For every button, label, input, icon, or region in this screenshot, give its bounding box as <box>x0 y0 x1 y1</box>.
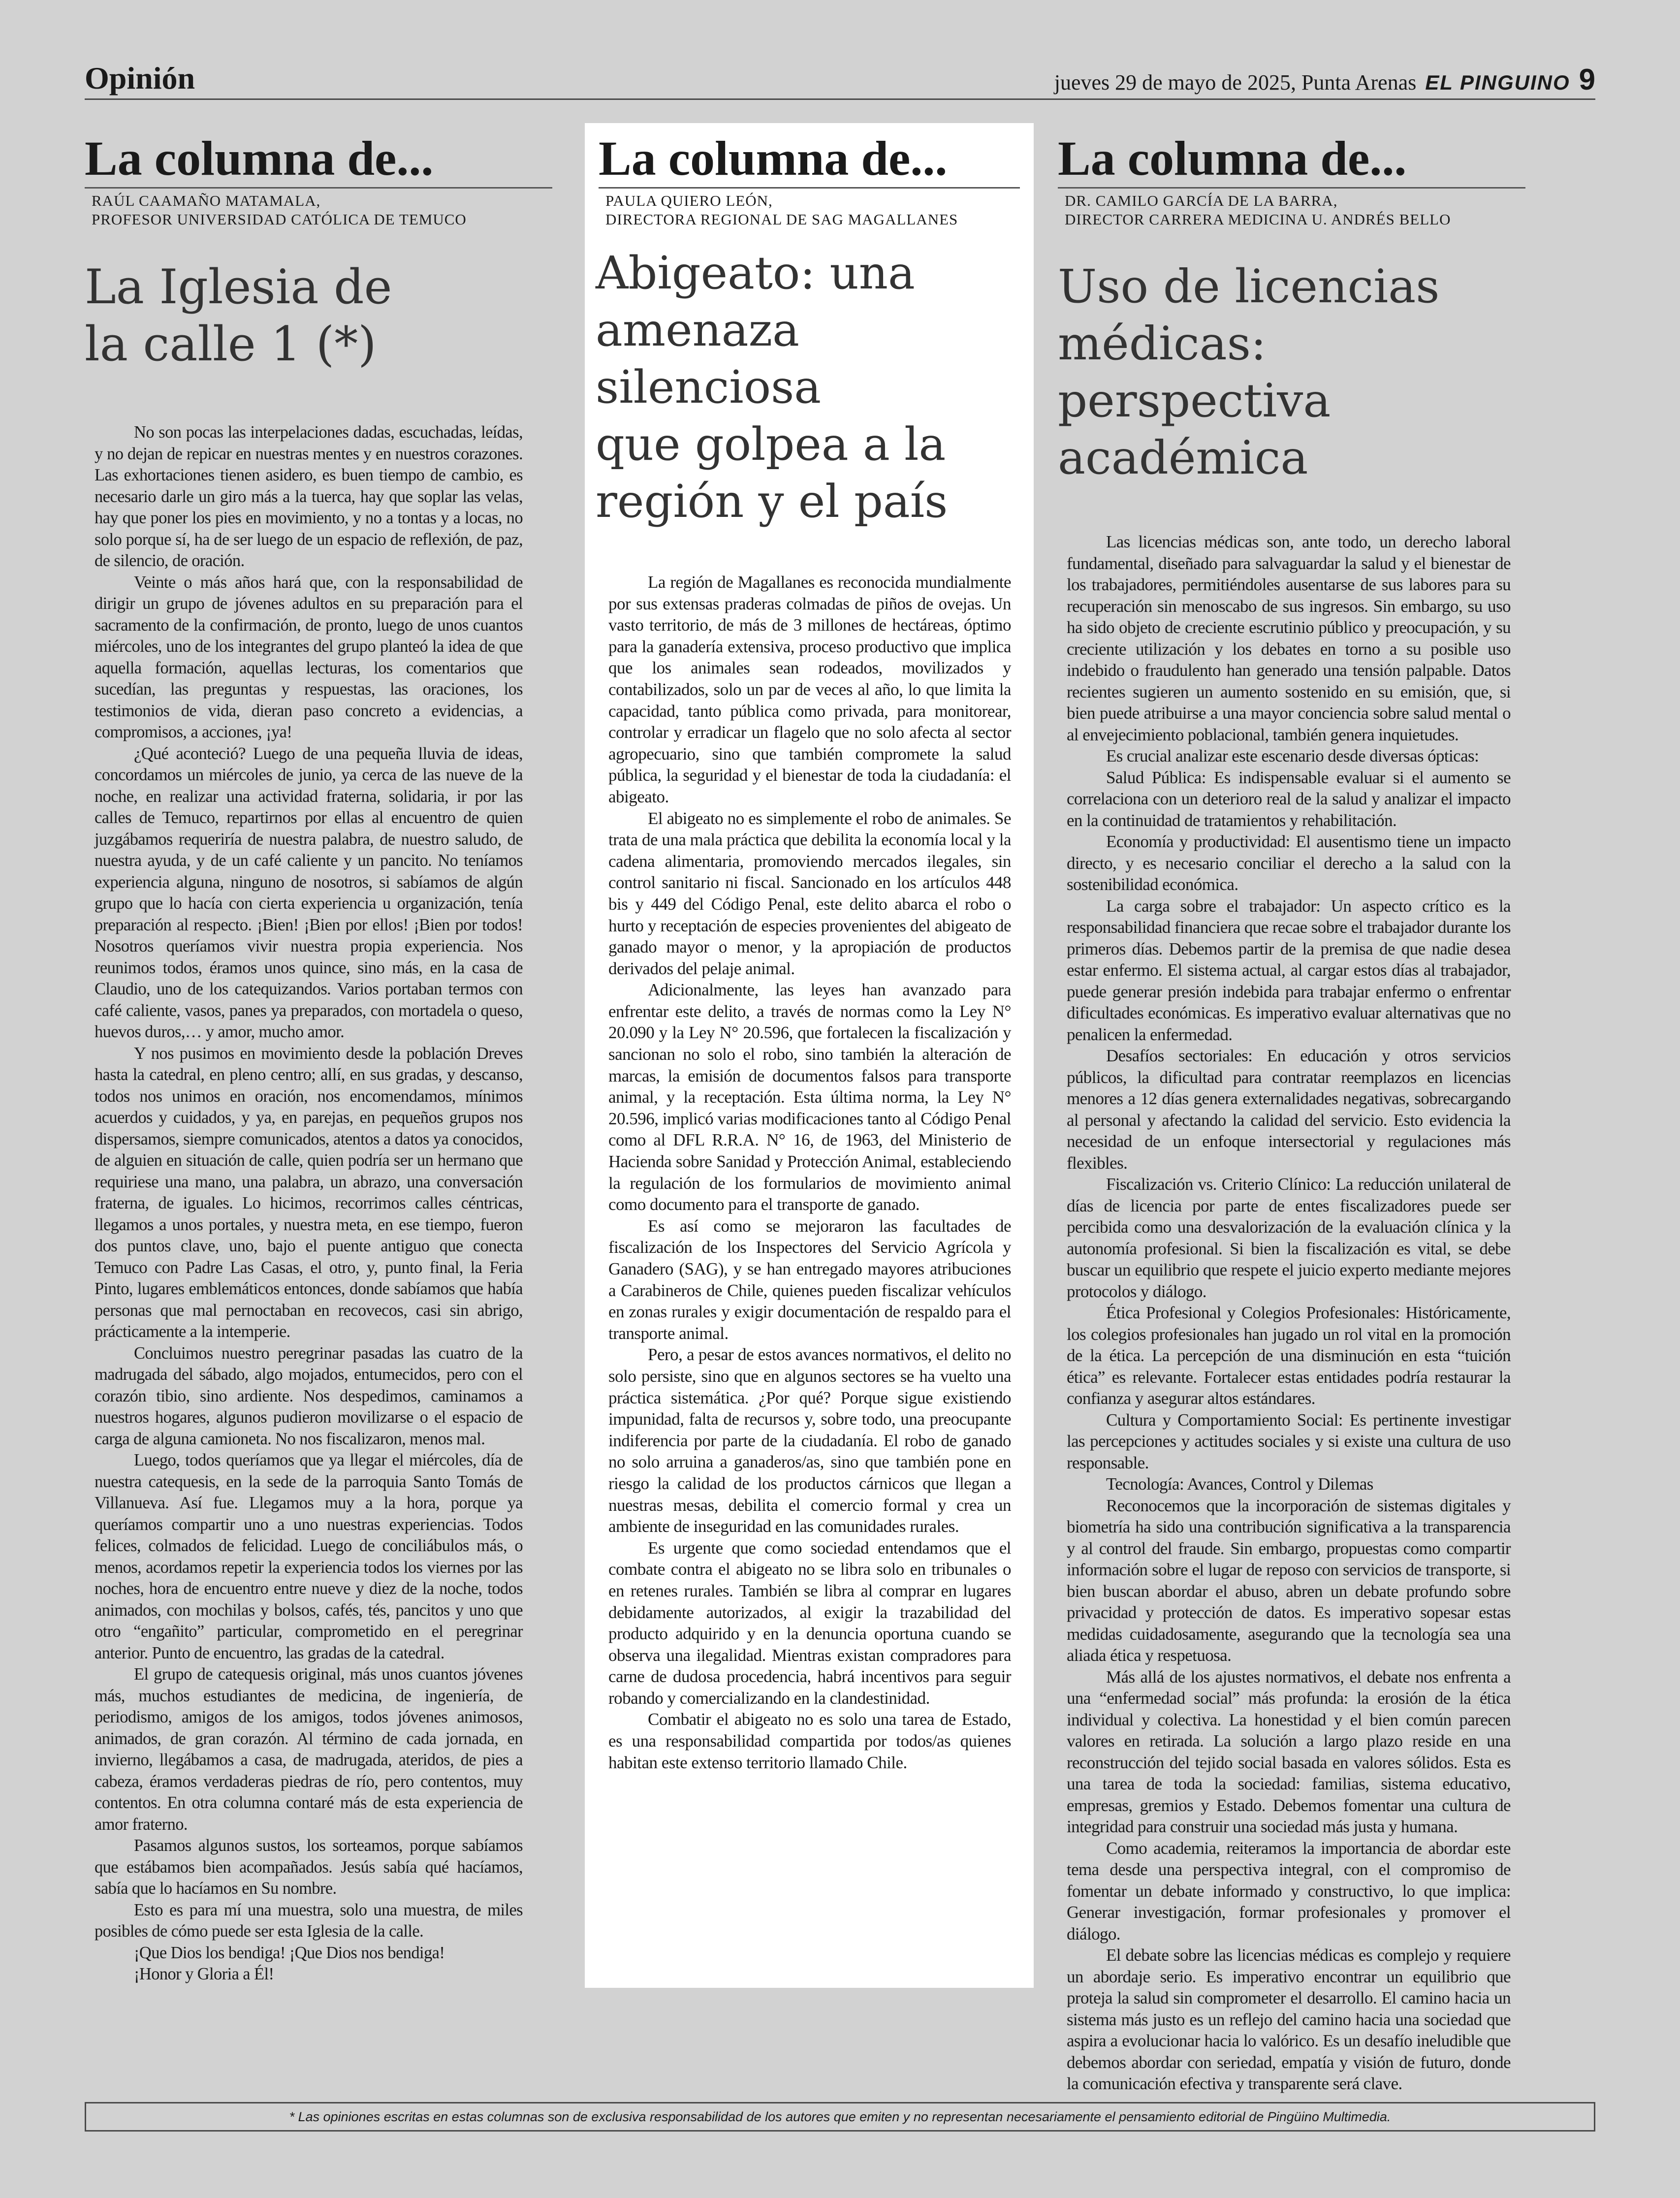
article-title <box>1058 258 1525 487</box>
title-line: académica <box>1058 431 1308 485</box>
paragraph: Como academia, reiteramos la importancia de abordar este tema desde una perspectiva integral, con el compromiso de fomentar un debate informado y constructivo, lo que implica: Generar investigación, formar profesionales y promover el diálogo. <box>1067 1838 1511 1943</box>
disclaimer-footnote: * Las opiniones escritas en estas columnas son de exclusiva responsabilidad de los autores que emiten y no representan necesariamente el pensamiento editorial de Pingüino Multimedia. <box>85 2102 1595 2132</box>
paragraph: Es crucial analizar este escenario desde diversas ópticas: <box>1106 746 1479 765</box>
paragraph: Pero, a pesar de estos avances normativos, el delito no solo persiste, sino que en algunos sectores se ha vuelto una práctica sistemática. ¿Por qué? Porque sigue existiendo impunidad, falta de recursos y, sobre todo, una preocupante indiferencia por parte de la ciudadanía. El robo de ganado no solo arruina a ganaderos/as, sino que también pone en riesgo la calidad de los productos cárnicos que llegan a nuestras mesas, debilita el comercio formal y crea un ambiente de inseguridad en las comunidades rurales. <box>608 1345 1011 1536</box>
paragraph: Es así como se mejoraron las facultades de fiscalización de los Inspectores del Servicio Agrícola y Ganadero (SAG), y se han entregado mayores atribuciones a Carabineros de Chile, quienes pueden fiscalizar vehículos en zonas rurales y exigir documentación de respaldo para el transporte animal. <box>608 1216 1011 1343</box>
column-kicker: La columna de... <box>599 133 1020 189</box>
paragraph: Ética Profesional y Colegios Profesionales: Históricamente, los colegios profesionales han jugado un rol vital en la promoción de la ética. La percepción de una disminución en esta “tuición ética” es relevante. Fortalecer estas entidades podría restaurar la confianza y asegurar altos estándares. <box>1067 1303 1511 1408</box>
page-header <box>85 61 1595 100</box>
page-number: 9 <box>1579 63 1595 96</box>
article-title <box>85 258 552 373</box>
paragraph: Adicionalmente, las leyes han avanzado para enfrentar este delito, a través de normas como la Ley N° 20.090 y la Ley N° 20.596, que fortalecen la fiscalización y sancionan no solo el robo, sino también la alteración de marcas, la emisión de documentos falsos para transporte animal, y la receptación. Esta última norma, la Ley N° 20.596, implicó varias modificaciones tanto al Código Penal como al DFL R.R.A. N° 16, de 1963, del Ministerio de Hacienda sobre Sanidad y Protección Animal, estableciendo la regulación de los formularios de movimiento animal como documento para el transporte de ganado. <box>608 980 1011 1214</box>
article-body <box>599 572 1020 1773</box>
paragraph: Cultura y Comportamiento Social: Es pertinente investigar las percepciones y actitudes sociales y si existe una cultura de uso responsable. <box>1067 1410 1511 1472</box>
column-kicker: La columna de... <box>85 133 552 189</box>
paragraph: Esto es para mí una muestra, solo una muestra, de miles posibles de cómo puede ser esta Iglesia de la calle. <box>95 1900 523 1941</box>
paragraph: Salud Pública: Es indispensable evaluar si el aumento se correlaciona con un deterioro real de la salud y analizar el impacto en la continuidad de tratamientos y rehabilitación. <box>1067 767 1511 830</box>
paragraph: Más allá de los ajustes normativos, el debate nos enfrenta a una “enfermedad social” más profunda: la erosión de la ética individual y colectiva. La honestidad y el bien común parecen valores en retirada. La solución a largo plazo reside en una reconstrucción del tejido social basada en valores sólidos. Esta es una tarea de toda la sociedad: familias, sistema educativo, empresas, gremios y Estado. Debemos fomentar una cultura de integridad para construir una sociedad más justa y humana. <box>1067 1667 1511 1836</box>
column-kicker: La columna de... <box>1058 133 1525 189</box>
paragraph: ¡Honor y Gloria a Él! <box>134 1965 274 1983</box>
column-caamano <box>85 133 552 1985</box>
paragraph: Concluimos nuestro peregrinar pasadas las cuatro de la madrugada del sábado, algo mojados, entumecidos, pero con el corazón tibio, sino ardiente. Nos despedimos, caminamos a nuestros hogares, algunos pudieron movilizarse o el espacio de carga de alguna camioneta. No nos fiscalizaron, menos mal. <box>95 1343 523 1448</box>
article-body <box>85 422 552 1985</box>
paragraph: Fiscalización vs. Criterio Clínico: La reducción unilateral de días de licencia por parte de entes fiscalizadores puede ser percibida como una desvalorización de la evaluación clínica y la autonomía profesional. Si bien la fiscalización es vital, se debe buscar un equilibrio que respete el juicio experto mediante mejores protocolos y diálogo. <box>1067 1175 1511 1301</box>
author-position: DIRECTORA REGIONAL DE SAG MAGALLANES <box>605 211 958 228</box>
title-line: amenaza silenciosa <box>596 304 822 414</box>
author-name: PAULA QUIERO LEÓN, <box>605 192 773 209</box>
author-name: DR. CAMILO GARCÍA DE LA BARRA, <box>1065 192 1338 209</box>
author-position: PROFESOR UNIVERSIDAD CATÓLICA DE TEMUCO <box>92 211 467 228</box>
title-line: Abigeato: una <box>596 247 915 299</box>
paragraph: Y nos pusimos en movimiento desde la población Dreves hasta la catedral, en pleno centro; allí, en sus gradas, y descanso, todos nos unimos en oración, nos encomendamos, mínimos acuerdos y cuidados, y ya, en parejas, en pequeños grupos nos dispersamos, siempre comunicados, atentos a datos ya conocidos, de alguien en situación de calle, quien podría ser un hermano que requiriese una mano, una palabra, un abrazo, una conversación fraterna, de iguales. Lo hicimos, recorrimos calles céntricas, llegamos a unos portales, y nuestra meta, en ese tiempo, fueron dos puntos clave, uno, bajo el puente antiguo que conecta Temuco con Padre Las Casas, el otro, y, punto final, la Feria Pinto, lugares emblemáticos entonces, donde sabíamos que había personas que mal pernoctaban en recovecos, casi sin abrigo, prácticamente a la intemperie. <box>95 1044 523 1341</box>
paragraph: Veinte o más años hará que, con la responsabilidad de dirigir un grupo de jóvenes adultos en su preparación para el sacramento de la confirmación, de pronto, luego de unos cuantos miércoles, uno de los integrantes del grupo planteó la idea de que aquella formación, aquellas lecturas, los comentarios que sucedían, las preguntas y respuestas, las oraciones, los testimonios de vida, dieran paso concreto a evidencias, a compromisos, a acciones, ¡ya! <box>95 573 523 741</box>
paragraph: La carga sobre el trabajador: Un aspecto crítico es la responsabilidad financiera que recae sobre el trabajador durante los primeros días. Debemos partir de la premisa de que nadie desea estar enfermo. El sistema actual, al cargar estos días al trabajador, puede generar presión indebida para trabajar enfermo o enfrentar dificultades económicas. Es imperativo evaluar alternativas que no penalicen la enfermedad. <box>1067 896 1511 1044</box>
paragraph: Pasamos algunos sustos, los sorteamos, porque sabíamos que estábamos bien acompañados. Jesús sabía qué hacíamos, sabía que lo hacíamos en Su nombre. <box>95 1836 523 1898</box>
author-byline <box>85 191 552 229</box>
author-byline <box>599 191 1020 229</box>
paragraph: Desafíos sectoriales: En educación y otros servicios públicos, la dificultad para contratar reemplazos en licencias menores a 12 días genera externalidades negativas, sobrecargando al personal y afectando la calidad del servicio. Esto evidencia la necesidad de un enfoque intersectorial y regulaciones más flexibles. <box>1067 1046 1511 1173</box>
title-line: que golpea a la <box>596 418 946 471</box>
paragraph: ¡Que Dios los bendiga! ¡Que Dios nos bendiga! <box>134 1943 445 1962</box>
title-line: médicas: perspectiva <box>1058 317 1331 428</box>
author-position: DIRECTOR CARRERA MEDICINA U. ANDRÉS BELLO <box>1065 211 1451 228</box>
paragraph: Combatir el abigeato no es solo una tarea de Estado, es una responsabilidad compartida por todos/as quienes habitan este extenso territorio llamado Chile. <box>608 1710 1011 1772</box>
title-line: La Iglesia de <box>85 259 392 315</box>
author-name: RAÚL CAAMAÑO MATAMALA, <box>92 192 321 209</box>
author-byline <box>1058 191 1525 229</box>
header-right <box>1054 63 1595 96</box>
paragraph: Economía y productividad: El ausentismo tiene un impacto directo, y es necesario conciliar el derecho a la salud con la sostenibilidad económica. <box>1067 832 1511 894</box>
newspaper-logo: EL PINGUINO <box>1425 71 1570 94</box>
paragraph: ¿Qué aconteció? Luego de una pequeña lluvia de ideas, concordamos un miércoles de junio, ya cerca de las nueve de la noche, en realizar una actividad fraterna, solidaria, ir por las calles de Temuco, repartirnos por ellas al encuentro de quien juzgábamos requeriría de nuestra palabra, de nuestro saludo, de nuestra ayuda, y de un café caliente y un pancito. No teníamos experiencia alguna, ninguno de nosotros, si sabíamos de algún grupo que lo hacía con cierta experiencia u organización, tenía preparación al respecto. ¡Bien! ¡Bien por ellos! ¡Bien por todos! Nosotros queríamos vivir nuestra propia experiencia. Nos reunimos todos, éramos unos quince, sino más, en la casa de Claudio, uno de los catequizandos. Varios portaban termos con café caliente, vasos, panes ya preparados, con mortadela o queso, huevos duros,… y amor, mucho amor. <box>95 744 523 1041</box>
paragraph: Reconocemos que la incorporación de sistemas digitales y biometría ha sido una contribución significativa a la transparencia y al control del fraude. Sin embargo, propuestas como compartir información sobre el lugar de reposo con servicios de transporte, si bien buscan abordar el abuso, abren un debate profundo sobre privacidad y protección de datos. Es imperativo sopesar estas medidas cuidadosamente, asegurando que la tecnología sea una aliada ética y respetuosa. <box>1067 1496 1511 1665</box>
paragraph: Tecnología: Avances, Control y Dilemas <box>1106 1474 1373 1494</box>
paragraph: El abigeato no es simplemente el robo de animales. Se trata de una mala práctica que debilita la economía local y la cadena alimentaria, promoviendo mercados ilegales, sin control sanitario ni fiscal. Sancionado en los artículos 448 bis y 449 del Código Penal, este delito abarca el robo o hurto y receptación de especies provenientes del abigeato de ganado mayor o menor, y la apropiación de productos derivados del pelaje animal. <box>608 808 1011 978</box>
section-name: Opinión <box>85 61 195 96</box>
column-garcia <box>1058 133 1525 2095</box>
article-body <box>1058 531 1525 2095</box>
title-line: la calle 1 (*) <box>85 317 377 372</box>
paragraph: Las licencias médicas son, ante todo, un derecho laboral fundamental, diseñado para salvaguardar la salud y el bienestar de los trabajadores, permitiéndoles ausentarse de sus labores para su recuperación sin menoscabo de sus ingresos. Sin embargo, su uso ha sido objeto de creciente escrutinio público y preocupación, y su creciente utilización y los debates en torno a su posible uso indebido o fraudulento han generado una tensión palpable. Datos recientes sugieren un aumento sostenido en su emisión, que, si bien puede atribuirse a una mayor conciencia sobre salud mental o al envejecimiento poblacional, también genera inquietudes. <box>1067 532 1511 744</box>
column-quiero <box>585 123 1034 1988</box>
paragraph: Es urgente que como sociedad entendamos que el combate contra el abigeato no se libra solo en tribunales o en retenes rurales. También se libra al comprar en lugares debidamente autorizados, al exigir la trazabilidad del producto adquirido y en la denuncia oportuna cuando se observa una ilegalidad. Mientras existan compradores para carne de dudosa procedencia, habrá incentivos para seguir robando y comercializando en la clandestinidad. <box>608 1538 1011 1708</box>
paragraph: El debate sobre las licencias médicas es complejo y requiere un abordaje serio. Es imperativo encontrar un equilibrio que proteja la salud sin comprometer el desarrollo. El camino hacia un sistema más justo es un reflejo del camino hacia una sociedad que aspira a evolucionar hacia lo valórico. Es un desafío ineludible que debemos abordar con seriedad, empatía y visión de futuro, donde la comunicación efectiva y transparente será clave. <box>1067 1945 1511 2093</box>
paragraph: Luego, todos queríamos que ya llegar el miércoles, día de nuestra catequesis, en la sede de la parroquia Santo Tomás de Villanueva. Así fue. Llegamos muy a la hora, porque ya queríamos compartir uno a uno nuestras experiencias. Todos felices, colmados de felicidad. Luego de conciliábulos más, o menos, acordamos repetir la experiencia todos los viernes por las noches, hora de encuentro entre nueve y diez de la noche, todos animados, con mochilas y bolsos, cafés, tés, pancitos y uno que otro “engañito” particular, comprometido en el peregrinar anterior. Punto de encuentro, las gradas de la catedral. <box>95 1451 523 1662</box>
header-date: jueves 29 de mayo de 2025, Punta Arenas <box>1054 70 1417 95</box>
paragraph: La región de Magallanes es reconocida mundialmente por sus extensas praderas colmadas de piños de ovejas. Un vasto territorio, de más de 3 millones de hectáreas, óptimo para la ganadería extensiva, proceso productivo que implica que los animales sean rodeados, movilizados y contabilizados, solo un par de veces al año, lo que limita la capacidad, tanto pública como privada, para monitorear, controlar y erradicar un flagelo que no solo afecta al sector agropecuario, sino que también compromete la salud pública, la seguridad y el bienestar de toda la ciudadanía: el abigeato. <box>608 573 1011 806</box>
paragraph: El grupo de catequesis original, más unos cuantos jóvenes más, muchos estudiantes de medicina, de ingeniería, de periodismo, amigos de los amigos, todos jóvenes animosos, animados, de gran corazón. Al término de cada jornada, en invierno, llegábamos a casa, de madrugada, ateridos, de pies a cabeza, éramos verdaderas piedras de río, pero contentos, muy contentos. En otra columna contaré más de esta experiencia de amor fraterno. <box>95 1665 523 1834</box>
article-title <box>596 245 1020 530</box>
title-line: región y el país <box>596 475 948 528</box>
paragraph: No son pocas las interpelaciones dadas, escuchadas, leídas, y no dejan de repicar en nuestras mentes y en nuestros corazones. Las exhortaciones tienen asidero, es buen tiempo de cambio, es necesario darle un giro más a la tuerca, hay que soplar las velas, hay que poner los pies en movimiento, y no a tontas y a locas, no solo porque sí, ha de ser luego de un espacio de reflexión, de paz, de silencio, de oración. <box>95 423 523 570</box>
title-line: Uso de licencias <box>1058 260 1440 314</box>
